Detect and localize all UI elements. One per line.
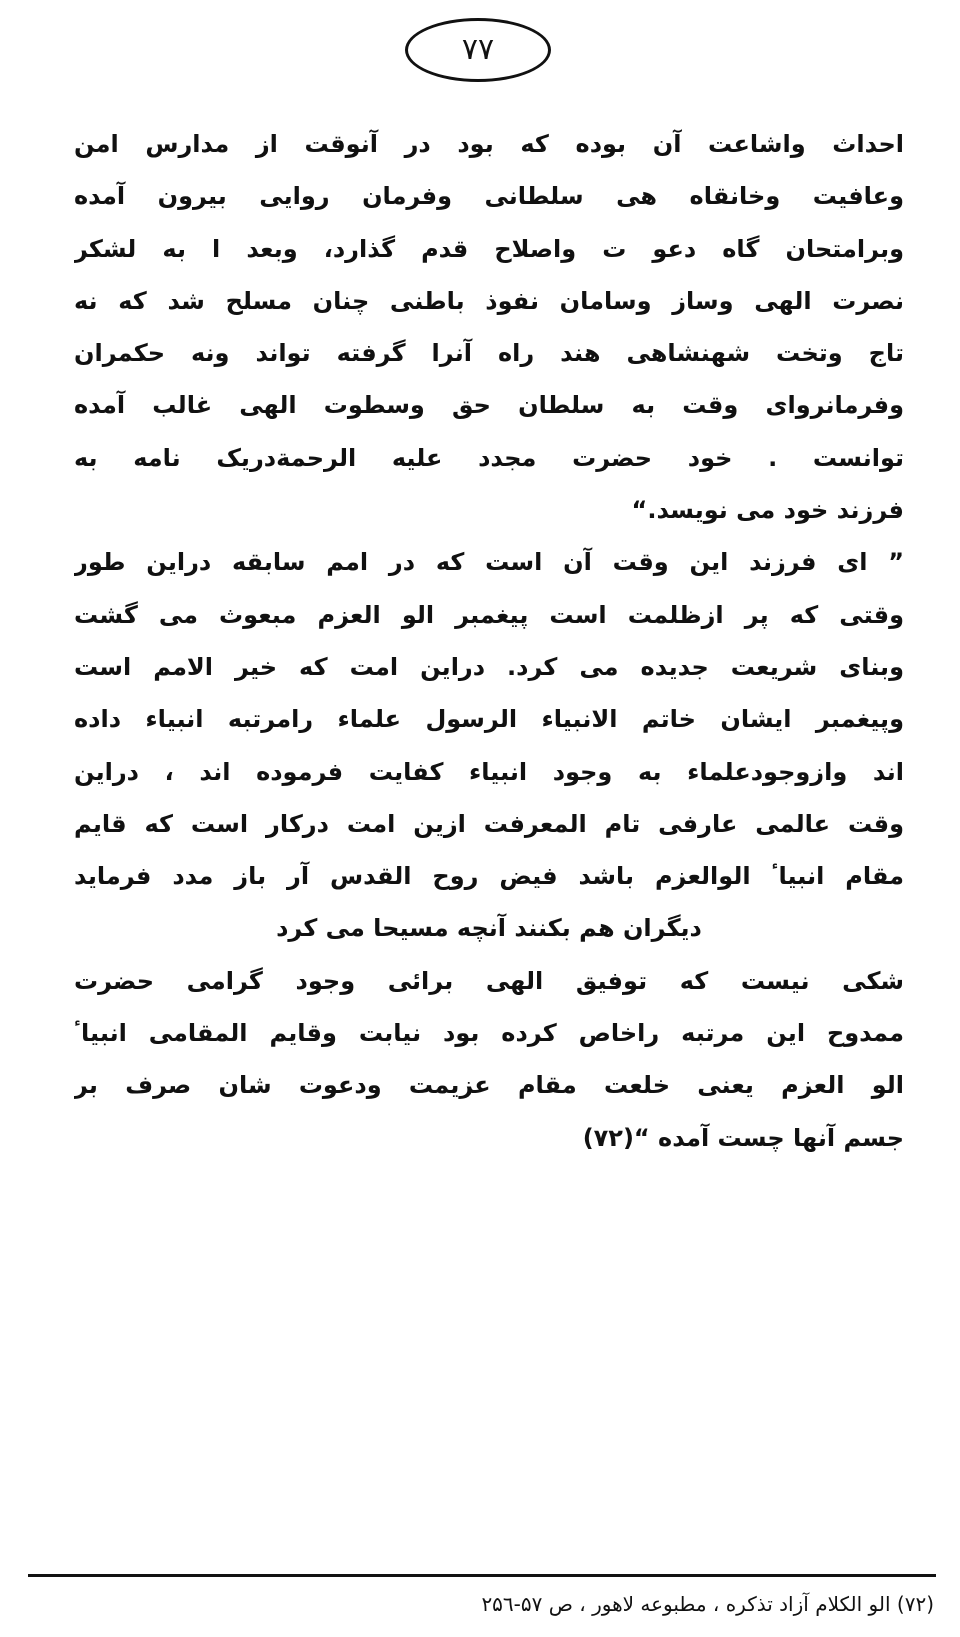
text-line: ممدوح این مرتبه راخاص کرده بود نیابت وقایم المقامی انبیاٴ bbox=[74, 1019, 904, 1048]
text-line: وفرمانروای وقت به سلطان حق وسطوت الهی غالب آمده bbox=[74, 391, 904, 420]
text-line: نصرت الهی وساز وسامان نفوذ باطنی چنان مسلح شد که نه bbox=[74, 286, 904, 315]
text-line: ” ای فرزند این وقت آن است که در امم سابقه دراین طور bbox=[74, 548, 904, 577]
text-line: فرزند خود می نویسد.“ bbox=[631, 496, 904, 525]
text-line: اند وازوجودعلماء به وجود انبیاء کفایت فرموده اند ، دراین bbox=[74, 757, 904, 786]
text-line: شکی نیست که توفیق الهی برائی وجود گرامی حضرت bbox=[74, 966, 904, 995]
text-line: وپیغمبر ایشان خاتم الانبیاء الرسول علماء رامرتبه انبیاء داده bbox=[74, 705, 904, 734]
text-line: وقتی که پر ازظلمت است پیغمبر الو العزم مبعوث می گشت bbox=[74, 600, 904, 629]
text-line: وعافیت وخانقاه هی سلطانی وفرمان روایی بیرون آمده bbox=[74, 182, 904, 211]
footnote-divider bbox=[28, 1574, 936, 1577]
footnote: (۷۲) الو الکلام آزاد تذکره ، مطبوعه لاهور ، ص ۵۷-۲۵٦ bbox=[481, 1592, 934, 1616]
text-line: توانست . خود حضرت مجدد علیه الرحمةدریک نامه به bbox=[74, 443, 904, 472]
body-text bbox=[74, 118, 904, 1164]
text-line: وقت عالمی عارفی تام المعرفت ازین امت درکار است که قایم bbox=[74, 809, 904, 838]
page-number: ۷۷ bbox=[405, 18, 551, 82]
text-line: تاج وتخت شهنشاهی هند راه آنرا گرفته تواند ونه حکمران bbox=[74, 339, 904, 368]
poetry-line: دیگران هم بکنند آنچه مسیحا می کرد bbox=[276, 914, 702, 943]
text-line: وبرامتحان گاه دعو ت واصلاح قدم گذارد، وبعد ا به لشکر bbox=[74, 234, 904, 263]
text-line: مقام انبیاٴ الوالعزم باشد فیض روح القدس آر باز مدد فرماید bbox=[74, 862, 904, 891]
text-line: الو العزم یعنی خلعت مقام عزیمت ودعوت شان صرف بر bbox=[74, 1071, 904, 1100]
text-line: وبنای شریعت جدیده می کرد. دراین امت که خیر الامم است bbox=[74, 652, 904, 681]
text-line: جسم آنها چست آمده “(۷۲) bbox=[582, 1123, 904, 1152]
text-line: احداث واشاعت آن بوده که بود در آنوقت از مدارس امن bbox=[74, 130, 904, 158]
